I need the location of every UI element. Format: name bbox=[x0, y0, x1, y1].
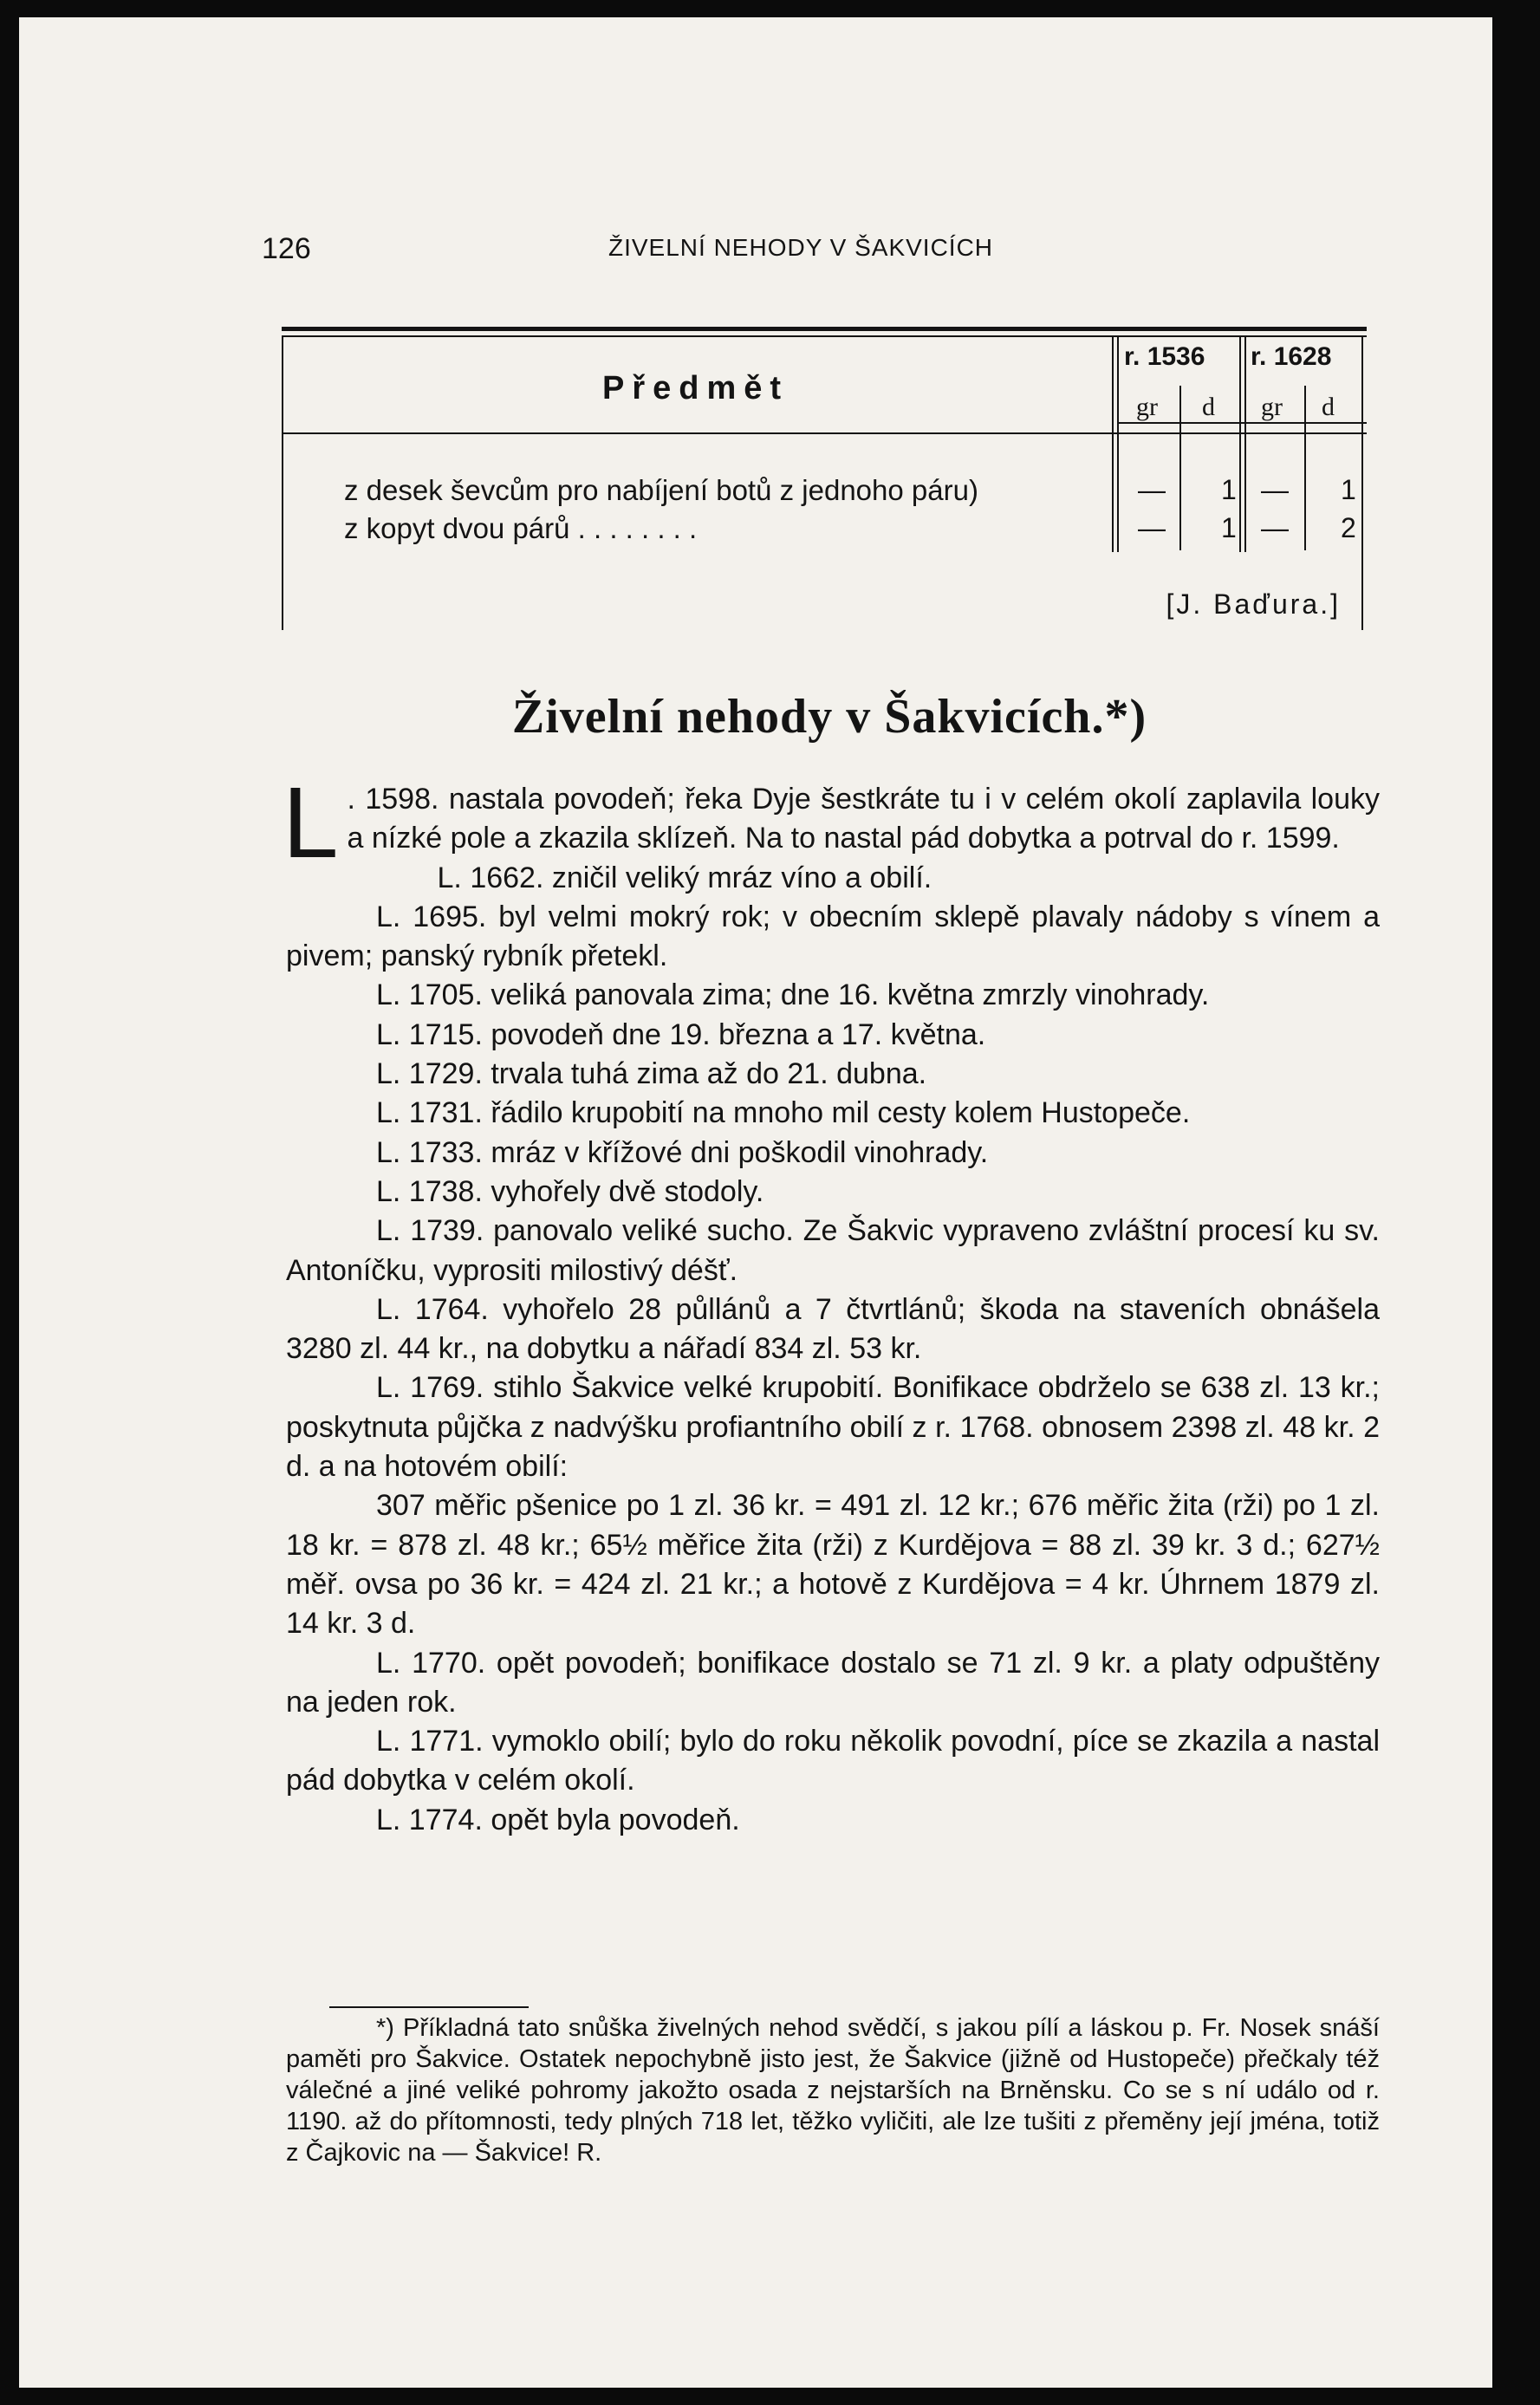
paragraph: L. 1695. byl velmi mokrý rok; v obecním sklepě plavaly nádoby s vínem a pivem; panský rybník přetekl. bbox=[286, 900, 1380, 973]
paragraph: L. 1738. vyhořely dvě stodoly. bbox=[376, 1174, 764, 1208]
unit-d-1628: d bbox=[1322, 393, 1335, 421]
page-header bbox=[262, 229, 1380, 272]
footnote-text: *) Příkladná tato snůška živelných nehod svědčí, s jakou pílí a láskou p. Fr. Nosek snáší paměti pro Šakvice. Ostatek nepochybně jisto jest, že Šakvice (jižně od Hustopeče) přečkaly též válečné a jiné veliké pohromy jakožto osada z nejstarších na Brněnsku. Co se s ní událo od r. 1190. až do přítomnosti, tedy plných 718 let, těžko vyličiti, ale lze tušiti z přeměny její jména, totiž z Čajkovic na — Šakvice! R. bbox=[286, 2014, 1380, 2167]
table-unit-divider-1 bbox=[1179, 386, 1181, 550]
paragraph: L. 1769. stihlo Šakvice velké krupobití. Bonifikace obdrželo se 638 zl. 13 kr.; poskytnuta půjčka z nadvýšku profiantního obilí z r. 1768. obnosem 2398 zl. 48 kr. 2 d. a na hotovém obilí: bbox=[286, 1371, 1380, 1484]
table-cell: — bbox=[1261, 474, 1289, 505]
table-unit-divider-2 bbox=[1304, 386, 1306, 550]
paragraph: L. 1705. veliká panovala zima; dne 16. května zmrzly vinohrady. bbox=[376, 978, 1210, 1012]
table-cell: 1 bbox=[1341, 474, 1356, 505]
table-cell: 2 bbox=[1341, 512, 1356, 543]
table-left-border bbox=[282, 335, 283, 630]
paragraph: L. 1770. opět povodeň; bonifikace dostalo se 71 zl. 9 kr. a platy odpuštěny na jeden rok. bbox=[286, 1646, 1380, 1719]
table-col-divider-1b bbox=[1117, 335, 1119, 552]
subject-header: Předmět bbox=[602, 370, 789, 406]
unit-gr-1628: gr bbox=[1261, 393, 1283, 421]
unit-d-1536: d bbox=[1202, 393, 1215, 421]
paragraph: L. 1729. trvala tuhá zima až do 21. dubna. bbox=[376, 1057, 927, 1091]
paragraph: L. 1774. opět byla povodeň. bbox=[376, 1803, 740, 1836]
table-top-rule-thin bbox=[282, 335, 1367, 337]
running-title: ŽIVELNÍ NEHODY V ŠAKVICÍCH bbox=[608, 234, 994, 261]
paragraph: 307 měřic pšenice po 1 zl. 36 kr. = 491 zl. 12 kr.; 676 měřic žita (rži) po 1 zl. 18 kr. = 878 zl. 48 kr.; 65½ měřice žita (rži) z Kurdějova = 88 zl. 39 kr. 3 d.; 627½ měř. ovsa po 36 kr. = 424 zl. 21 kr.; a hotově z Kurdějova = 4 kr. Úhrnem 1879 zl. 14 kr. 3 d. bbox=[286, 1489, 1380, 1641]
paragraph: L. 1733. mráz v křížové dni poškodil vinohrady. bbox=[376, 1135, 989, 1169]
article-body bbox=[283, 766, 1380, 1840]
paragraph: L. 1715. povodeň dne 19. března a 17. května. bbox=[376, 1017, 986, 1051]
table-cell: — bbox=[1138, 512, 1166, 543]
table-cell: — bbox=[1261, 512, 1289, 543]
paragraph: L. 1764. vyhořelo 28 půllánů a 7 čtvrtlánů; škoda na staveních obnášela 3280 zl. 44 kr., na dobytku a nářadí 834 zl. 53 kr. bbox=[286, 1292, 1380, 1366]
table-row-label: z kopyt dvou párů . . . . . . . . bbox=[344, 512, 698, 544]
table-col-divider-2a bbox=[1239, 335, 1241, 552]
article-title: Živelní nehody v Šakvicích.*) bbox=[511, 690, 1147, 744]
paragraph: L. 1739. panovalo veliké sucho. Ze Šakvic vypraveno zvláštní procesí ku sv. Antoníčku, vyprositi milostivý déšť. bbox=[286, 1214, 1380, 1287]
drop-cap: L bbox=[283, 766, 339, 879]
paragraph: L . 1598. nastala povodeň; řeka Dyje šestkráte tu i v celém okolí zaplavila louky a nízké pole a zkazila sklízeň. Na to nastal pád dobytka a potrval do r. 1599. bbox=[283, 766, 1380, 879]
book-page bbox=[19, 17, 1492, 2388]
table-cell: 1 bbox=[1221, 474, 1237, 505]
table-cell: — bbox=[1138, 474, 1166, 505]
paragraph: L. 1731. řádilo krupobití na mnoho mil cesty kolem Hustopeče. bbox=[376, 1096, 1191, 1130]
paragraph: L. 1662. zničil veliký mráz víno a obilí. bbox=[437, 861, 932, 894]
table-subheader-rule bbox=[1117, 422, 1367, 424]
table-top-rule-thick bbox=[282, 327, 1367, 331]
price-table bbox=[282, 327, 1367, 637]
year-1536-header: r. 1536 bbox=[1124, 342, 1205, 371]
table-header-rule bbox=[282, 432, 1367, 434]
table-right-border bbox=[1361, 335, 1363, 630]
footnote bbox=[286, 2012, 1380, 2168]
table-cell: 1 bbox=[1221, 512, 1237, 543]
footnote-divider bbox=[329, 2006, 529, 2008]
table-signature: [J. Baďura.] bbox=[1166, 588, 1341, 620]
page-number: 126 bbox=[262, 232, 311, 265]
year-1628-header: r. 1628 bbox=[1251, 342, 1332, 371]
table-col-divider-2b bbox=[1244, 335, 1246, 552]
unit-gr-1536: gr bbox=[1136, 393, 1158, 421]
table-col-divider-1 bbox=[1112, 335, 1114, 552]
paragraph: L. 1771. vymoklo obilí; bylo do roku několik povodní, píce se zkazila a nastal pád dobytka v celém okolí. bbox=[286, 1725, 1380, 1797]
table-row-label: z desek ševcům pro nabíjení botů z jednoho páru) bbox=[344, 474, 978, 506]
